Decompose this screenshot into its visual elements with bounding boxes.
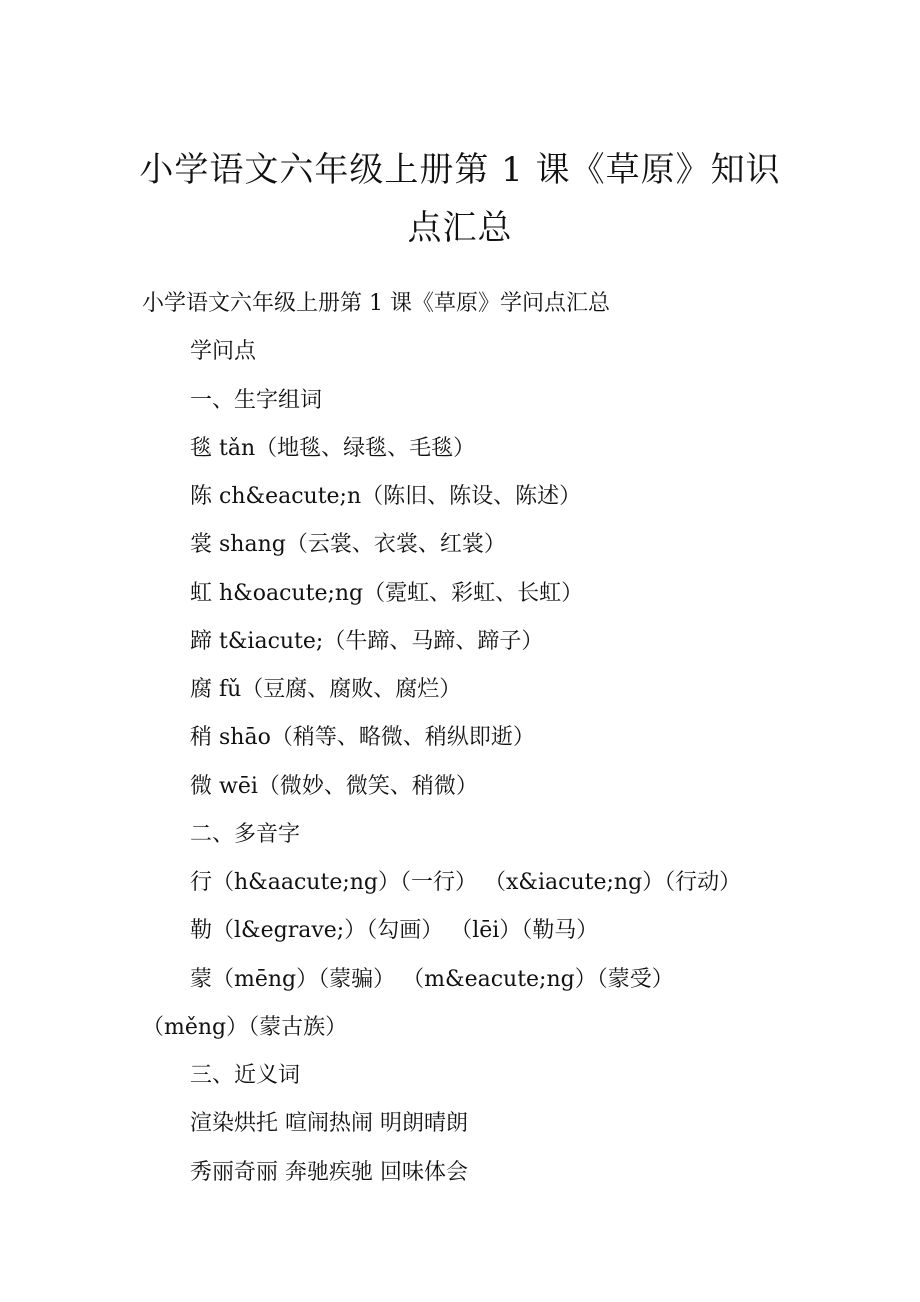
vocab-line: 蹄 t&iacute;（牛蹄、马蹄、蹄子） — [190, 629, 544, 654]
section-heading-knowledge: 学问点 — [190, 339, 257, 364]
synonym-line: 秀丽奇丽 奔驰疾驰 回味体会 — [190, 1160, 468, 1185]
section-heading-polyphones: 二、多音字 — [190, 822, 301, 847]
document-subtitle: 小学语文六年级上册第 1 课《草原》学问点汇总 — [142, 291, 610, 316]
vocab-line: 腐 fǔ（豆腐、腐败、腐烂） — [190, 677, 462, 702]
document-title-line-1: 小学语文六年级上册第 1 课《草原》知识 — [139, 150, 781, 190]
section-heading-synonyms: 三、近义词 — [190, 1063, 301, 1088]
polyphone-line: 勒（l&egrave;）（勾画） （lēi）（勒马） — [190, 918, 599, 943]
section-heading-characters: 一、生字组词 — [190, 388, 323, 413]
vocab-line: 陈 ch&eacute;n（陈旧、陈设、陈述） — [190, 484, 582, 509]
polyphone-line-continued: （měng）（蒙古族） — [142, 1015, 348, 1040]
document-title-line-2: 点汇总 — [407, 208, 513, 248]
vocab-line: 裳 shang（云裳、衣裳、红裳） — [190, 532, 506, 557]
vocab-line: 稍 shāo（稍等、略微、稍纵即逝） — [190, 725, 535, 750]
vocab-line: 虹 h&oacute;ng（霓虹、彩虹、长虹） — [190, 581, 584, 606]
vocab-line: 毯 tǎn（地毯、绿毯、毛毯） — [190, 436, 476, 461]
synonym-line: 渲染烘托 喧闹热闹 明朗晴朗 — [190, 1111, 468, 1136]
polyphone-line: 行（h&aacute;ng）（一行） （x&iacute;ng）（行动） — [190, 870, 742, 895]
vocab-line: 微 wēi（微妙、微笑、稍微） — [190, 774, 478, 799]
polyphone-line: 蒙（mēng）（蒙骗） （m&eacute;ng）（蒙受） — [190, 967, 674, 992]
